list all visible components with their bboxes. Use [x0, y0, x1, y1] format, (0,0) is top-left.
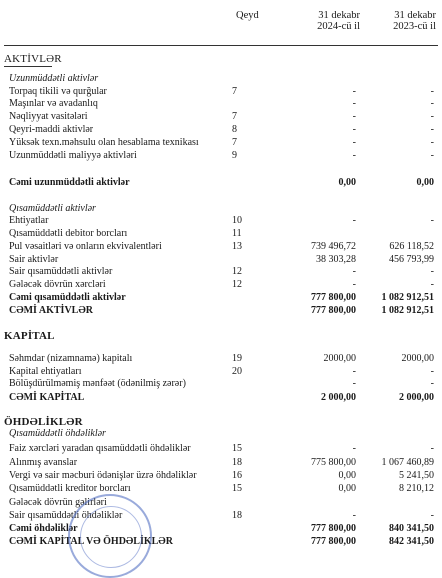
value-2024: 0,00	[338, 483, 356, 494]
table-row	[0, 86, 442, 98]
value-2023: 8 210,12	[399, 483, 434, 494]
note-column-header	[236, 10, 259, 21]
subsection-heading	[0, 428, 442, 440]
row-note: 12	[232, 279, 242, 290]
row-note: 12	[232, 266, 242, 277]
value-2024: -	[352, 111, 356, 122]
row-label: Sair qısamüddətli aktivlər	[9, 266, 113, 277]
table-row	[0, 98, 442, 110]
row-label: Cəmi qısamüddətli aktivlər	[9, 292, 126, 303]
header-divider	[4, 45, 438, 46]
table-row	[0, 470, 442, 482]
value-2024: 0,00	[338, 177, 356, 188]
value-2023: 626 118,52	[389, 241, 434, 252]
row-note: 7	[232, 111, 237, 122]
row-note: 7	[232, 137, 237, 148]
value-2023: -	[430, 366, 434, 377]
row-label: Uzunmüddətli maliyyə aktivləri	[9, 150, 137, 161]
row-label: AKTİVLƏR	[4, 53, 62, 65]
row-label: Gələcək dövrün xərcləri	[9, 279, 106, 290]
total-row	[0, 305, 442, 317]
value-2024: -	[352, 86, 356, 97]
total-row	[0, 536, 442, 548]
row-label: Vergi və sair məcburi ödənişlər üzrə öhdəliklər	[9, 470, 197, 481]
value-2024: -	[352, 366, 356, 377]
row-label: Alınmış avanslar	[9, 457, 78, 468]
table-row	[0, 150, 442, 162]
value-2024: -	[352, 215, 356, 226]
value-2023: 456 793,99	[389, 254, 434, 265]
value-2023: -	[430, 111, 434, 122]
value-2024: 0,00	[338, 470, 356, 481]
value-2023: -	[430, 510, 434, 521]
value-2023: -	[430, 150, 434, 161]
value-2023: 842 341,50	[389, 536, 434, 547]
value-2023: -	[430, 137, 434, 148]
table-row	[0, 137, 442, 149]
row-label: Maşınlar və avadanlıq	[9, 98, 98, 109]
table-row	[0, 241, 442, 253]
table-row	[0, 215, 442, 227]
value-2024: 775 800,00	[311, 457, 356, 468]
year-2024-year-label: 2024-cü il	[317, 21, 360, 32]
note-column-label: Qeyd	[236, 10, 259, 21]
total-row	[0, 392, 442, 404]
table-row	[0, 443, 442, 455]
value-2023: 5 241,50	[399, 470, 434, 481]
value-2024: 739 496,72	[311, 241, 356, 252]
value-2023: -	[430, 266, 434, 277]
row-label: Bölüşdürülməmiş mənfəət (ödənilmiş zərər)	[9, 378, 186, 389]
official-stamp-inner-ring	[80, 506, 142, 568]
table-row	[0, 497, 442, 509]
row-label: Torpaq tikili və qurğular	[9, 86, 107, 97]
value-2024: -	[352, 378, 356, 389]
row-label: Səhmdar (nizamnamə) kapitalı	[9, 353, 133, 364]
value-2024: -	[352, 443, 356, 454]
table-row	[0, 266, 442, 278]
value-2023: -	[430, 279, 434, 290]
total-row	[0, 177, 442, 189]
row-label: Nəqliyyat vasitələri	[9, 111, 88, 122]
row-note: 18	[232, 510, 242, 521]
row-label: Cəmi uzunmüddətli aktivlər	[9, 177, 130, 188]
value-2023: 1 067 460,89	[381, 457, 434, 468]
row-label: Yüksək texn.məhsulu olan hesablama texnikası	[9, 137, 199, 148]
row-note: 10	[232, 215, 242, 226]
value-2023: -	[430, 86, 434, 97]
value-2023: 0,00	[416, 177, 434, 188]
table-row	[0, 457, 442, 469]
row-label: CƏMİ AKTİVLƏR	[9, 305, 93, 316]
year-2024-column-header	[272, 10, 360, 32]
row-label: ÖHDƏLİKLƏR	[4, 416, 83, 428]
table-row	[0, 279, 442, 291]
value-2024: -	[352, 124, 356, 135]
section-heading	[0, 330, 442, 342]
row-note: 7	[232, 86, 237, 97]
table-row	[0, 510, 442, 522]
value-2024: 777 800,00	[311, 536, 356, 547]
row-label: Qısamüddətli öhdəliklər	[9, 428, 106, 439]
table-row	[0, 111, 442, 123]
row-label: Gələcək dövrün gəlirləri	[9, 497, 107, 508]
row-note: 16	[232, 470, 242, 481]
row-label: CƏMİ KAPİTAL	[9, 392, 85, 403]
row-note: 15	[232, 483, 242, 494]
row-label: Qısamüddətli kreditor borcları	[9, 483, 131, 494]
value-2024: -	[352, 137, 356, 148]
value-2023: 1 082 912,51	[381, 292, 434, 303]
value-2023: -	[430, 124, 434, 135]
value-2024: 2 000,00	[321, 392, 356, 403]
year-2023-column-header	[352, 10, 436, 32]
row-note: 20	[232, 366, 242, 377]
row-note: 9	[232, 150, 237, 161]
year-2023-year-label: 2023-cü il	[393, 21, 436, 32]
row-label: CƏMİ KAPİTAL VƏ ÖHDƏLİKLƏR	[9, 536, 173, 547]
row-note: 19	[232, 353, 242, 364]
value-2023: 1 082 912,51	[381, 305, 434, 316]
table-row	[0, 228, 442, 240]
value-2024: -	[352, 510, 356, 521]
table-header	[0, 0, 442, 46]
year-2023-date-label: 31 dekabr	[394, 10, 436, 21]
subsection-heading	[0, 203, 442, 215]
value-2024: -	[352, 279, 356, 290]
aktivler-underline	[4, 66, 52, 67]
value-2024: -	[352, 98, 356, 109]
table-row	[0, 378, 442, 390]
value-2023: -	[430, 378, 434, 389]
section-heading	[0, 53, 442, 65]
value-2024: 38 303,28	[316, 254, 356, 265]
year-2024-date-label: 31 dekabr	[318, 10, 360, 21]
table-row	[0, 366, 442, 378]
subsection-heading	[0, 73, 442, 85]
value-2024: -	[352, 266, 356, 277]
row-label: KAPİTAL	[4, 330, 55, 342]
row-note: 13	[232, 241, 242, 252]
value-2024: 2000,00	[323, 353, 356, 364]
value-2024: -	[352, 150, 356, 161]
value-2023: 840 341,50	[389, 523, 434, 534]
row-label: Ehtiyatlar	[9, 215, 49, 226]
row-label: Uzunmüddətli aktivlər	[9, 73, 99, 84]
row-note: 11	[232, 228, 242, 239]
row-label: Qısamüddətli debitor borcları	[9, 228, 128, 239]
value-2023: 2000,00	[401, 353, 434, 364]
row-label: Kapital ehtiyatları	[9, 366, 82, 377]
value-2024: 777 800,00	[311, 292, 356, 303]
total-row	[0, 523, 442, 535]
table-row	[0, 483, 442, 495]
row-label: Qısamüddətli aktivlər	[9, 203, 96, 214]
value-2023: -	[430, 98, 434, 109]
row-label: Pul vəsaitləri və onların ekvivalentləri	[9, 241, 162, 252]
value-2023: 2 000,00	[399, 392, 434, 403]
row-label: Qeyri-maddi aktivlər	[9, 124, 94, 135]
row-note: 8	[232, 124, 237, 135]
row-label: Cəmi öhdəliklər	[9, 523, 78, 534]
value-2024: 777 800,00	[311, 305, 356, 316]
row-label: Sair qısamüddətli öhdəliklər	[9, 510, 123, 521]
row-label: Faiz xərcləri yaradan qısamüddətli öhdəliklər	[9, 443, 191, 454]
row-note: 15	[232, 443, 242, 454]
value-2023: -	[430, 215, 434, 226]
total-row	[0, 292, 442, 304]
table-row	[0, 353, 442, 365]
value-2023: -	[430, 443, 434, 454]
table-row	[0, 124, 442, 136]
row-label: Sair aktivlər	[9, 254, 59, 265]
official-stamp	[68, 494, 152, 578]
value-2024: 777 800,00	[311, 523, 356, 534]
table-row	[0, 254, 442, 266]
section-heading	[0, 416, 442, 428]
row-note: 18	[232, 457, 242, 468]
